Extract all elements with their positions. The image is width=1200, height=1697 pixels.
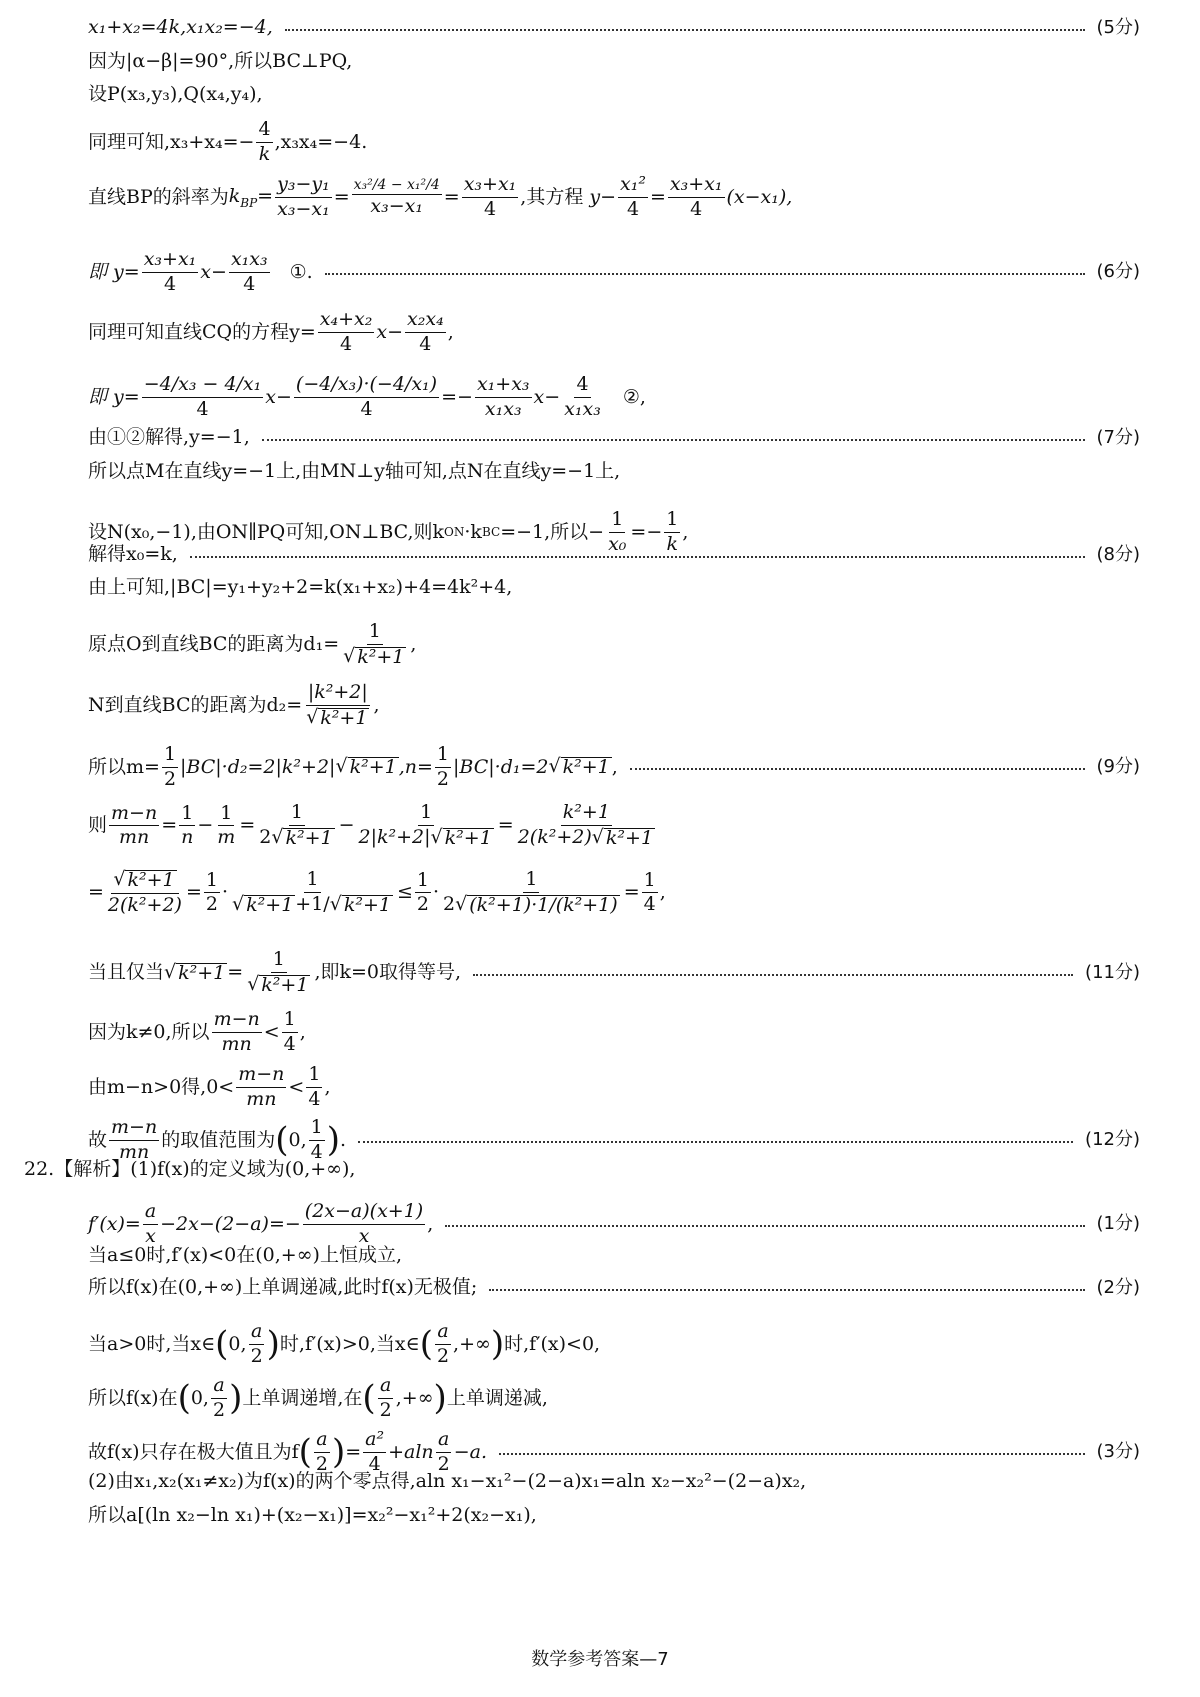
step-line (88, 545, 1140, 564)
text: 所以a[(ln x₂−ln x₁)+(x₂−x₁)]=x₂²−x₁²+2(x₂−x₁), (88, 1504, 537, 1526)
text: f′(x)= (88, 1212, 141, 1235)
text: 则 (88, 814, 108, 837)
step-line: 设N(x₀,−1),由ON∥PQ可知,ON⊥BC,则k ON ·k BC =−1,所以− $\frac{1}{\text{x₀}}$ =− $\frac{1}{k}$ , (88, 508, 689, 555)
text: 由上可知,|BC|=y₁+y₂+2=k(x₁+x₂)+4=4k²+4, (88, 576, 513, 598)
text: 同理可知直线CQ的方程y= (88, 320, 316, 343)
text: , (447, 320, 454, 343)
step-line: 则 $\frac{m-n}{mn}$ = $\frac{1}{n}$ − $\frac{1}{m}$ = 1 2√ k²+1 − 1 2|k²+2|√ k²+1 = k²+1 2(k²+2)√ k²+1 (88, 801, 654, 849)
leader-dots (489, 1289, 1084, 1291)
step-line: 直线BP的斜率为 $k_{BP}=$ $\frac{\text{y₃−y₁}}{\text{x₃−x₁}}$ = $\frac{\text{x₃²/4 − x₁²/4}}{\text{x₃−x₁}}$ = $\frac{\text{x₃+x₁}}{4}$ ,其方程 y− $\frac{\text{x₁²}}{4}$ = $\frac{\text{x₃+x₁}}{4}$ (x−x₁), (88, 173, 793, 220)
text: 的取值范围为 (161, 1128, 276, 1151)
step-line: 所以f(x)在 ( 0, $\frac{a}{2}$ ) 上单调递增,在 ( $\frac{a}{2}$ ,+∞ ) 上单调递减, (88, 1374, 548, 1421)
text: 时,f′(x)>0,当x∈ (279, 1332, 420, 1355)
leader-dots (285, 29, 1085, 31)
text: 原点O到直线BC的距离为d₁= (88, 633, 340, 656)
text: ,即k=0取得等号, (314, 961, 462, 984)
step-line (88, 578, 1140, 597)
step-line: 故f(x)只存在极大值且为f ( $\frac{a}{2}$ ) = $\frac{\text{a²}}{4}$ +aln $\frac{a}{2}$ −a. (3分) (88, 1428, 1140, 1475)
text: ,其方程 (520, 185, 584, 208)
text: ①. (289, 260, 313, 283)
text: −a. (453, 1440, 488, 1463)
step-line (88, 1506, 1140, 1525)
step-line: 当a>0时,当x∈ ( 0, $\frac{a}{2}$ ) 时,f′(x)>0,当x∈ ( $\frac{a}{2}$ ,+∞ ) 时,f′(x)<0, (88, 1320, 601, 1367)
step-line (88, 428, 1140, 447)
fraction: $\frac{4}{k}$ (258, 118, 271, 165)
score-mark: (6分) (1096, 261, 1140, 283)
leader-dots (473, 974, 1073, 976)
step-line (88, 1472, 1140, 1491)
text: 所以m= (88, 755, 160, 778)
score-mark: (7分) (1096, 426, 1140, 448)
text: 当且仅当 (88, 961, 165, 984)
leader-dots (325, 273, 1085, 275)
text: 当a≤0时,f′(x)<0在(0,+∞)上恒成立, (88, 1244, 403, 1266)
step-line: 因为k≠0,所以 $\frac{m-n}{mn}$ < $\frac{1}{4}$ , (88, 1008, 306, 1055)
step-line: 同理可知直线CQ的方程y= $\frac{\text{x₄+x₂}}{4}$ x− $\frac{\text{x₂x₄}}{4}$ , (88, 308, 454, 355)
step-line: 即 y= $\frac{\text{−4/x₃ − 4/x₁}}{4}$ x− $\frac{\text{(−4/x₃)·(−4/x₁)}}{4}$ =− $\frac{\text{x₁+x₃}}{\text{x₁x₃}}$ x− $\frac{4}{\text{x₁x₃}}$ ②, (88, 373, 646, 420)
score-mark: (8分) (1096, 543, 1140, 565)
text: N到直线BC的距离为d₂= (88, 694, 303, 717)
score-mark: (2分) (1096, 1276, 1140, 1298)
step-line (88, 52, 1140, 71)
text: 即 y= (88, 260, 140, 283)
step-line: 故 $\frac{m-n}{mn}$ 的取值范围为 ( 0, $\frac{1}{4}$ ) . (12分) (88, 1116, 1140, 1163)
step-line: 所以m= $\frac{1}{2}$ |BC|·d₂=2|k²+2| √ k²+1 ,n= $\frac{1}{2}$ |BC|·d₁=2 √ k²+1 , (9分) (88, 743, 1140, 790)
text: , (373, 694, 380, 717)
text: 同理可知,x₃+x₄=− (88, 130, 255, 153)
step-line: N到直线BC的距离为d₂= |k²+2| √ k²+1 , (88, 681, 380, 729)
step-line (88, 462, 1140, 481)
score-mark: (9分) (1096, 756, 1140, 778)
text: 所以f(x)在(0,+∞)上单调递减,此时f(x)无极值; (88, 1276, 478, 1298)
text: 直线BP的斜率为 (88, 185, 229, 208)
step-line (24, 1160, 1140, 1179)
text: 即 y= (88, 385, 140, 408)
text: ②, (622, 385, 646, 408)
text: 故 (88, 1128, 108, 1151)
step-line: = √ k²+1 2(k²+2) = $\frac{1}{2}$ · 1 √ k²+1 +1/√ k²+1 ≤ $\frac{1}{2}$ · 1 2√ (k²+1)·1/(k²+1) = $\frac{1}{4}$ , (88, 868, 666, 916)
text: , (410, 633, 417, 656)
text: 由m−n>0得,0< (88, 1075, 235, 1098)
text: (x−x₁), (726, 185, 793, 208)
step-line (88, 1246, 1140, 1265)
step-line (88, 1278, 1140, 1297)
text: , (324, 1075, 331, 1098)
score-mark: (1分) (1096, 1213, 1140, 1235)
score-mark: (11分) (1085, 961, 1140, 983)
step-line (88, 18, 1140, 37)
leader-dots (262, 439, 1085, 441)
step-line: 由m−n>0得,0< $\frac{m-n}{mn}$ < $\frac{1}{4}$ , (88, 1063, 331, 1110)
leader-dots (630, 768, 1085, 770)
leader-dots (445, 1225, 1084, 1227)
leader-dots (499, 1453, 1084, 1455)
score-mark: (5分) (1096, 16, 1140, 38)
score-mark: (3分) (1096, 1441, 1140, 1463)
text: 由①②解得,y=−1, (88, 426, 250, 448)
step-line: f′(x)= $\frac{a}{x}$ −2x−(2−a)=− $\frac{(2x-a)(x+1)}{x}$ , (1分) (88, 1200, 1140, 1247)
text: 解得x₀=k, (88, 543, 178, 565)
text: , (299, 1020, 306, 1043)
score-mark: (12分) (1085, 1129, 1140, 1151)
text: 当a>0时,当x∈ (88, 1332, 216, 1355)
text: ,x₃x₄=−4. (274, 130, 368, 153)
text: 所以点M在直线y=−1上,由MN⊥y轴可知,点N在直线y=−1上, (88, 460, 621, 482)
text: x₁+x₂=4k,x₁x₂=−4, (88, 16, 273, 38)
text: 所以f(x)在 (88, 1386, 178, 1409)
text: 故f(x)只存在极大值且为f (88, 1440, 299, 1463)
step-line: 当且仅当 √ k²+1 = 1 √ k²+1 ,即k=0取得等号, (11分) (88, 948, 1140, 996)
text: 上单调递增,在 (242, 1386, 363, 1409)
step-line: 原点O到直线BC的距离为d₁= 1 √ k²+1 , (88, 620, 417, 668)
text: 设N(x₀,−1),由ON∥PQ可知,ON⊥BC,则k (88, 520, 445, 543)
text: 时,f′(x)<0, (504, 1332, 601, 1355)
page-footer: 数学参考答案—7 (531, 1649, 669, 1670)
text: (2)由x₁,x₂(x₁≠x₂)为f(x)的两个零点得,aln x₁−x₁²−(2−a)x₁=aln x₂−x₂²−(2−a)x₂, (88, 1470, 807, 1492)
text: = (88, 881, 104, 904)
step-line: 即 y= $\frac{\text{x₃+x₁}}{4}$ x− $\frac{\text{x₁x₃}}{4}$ ①. (6分) (88, 248, 1140, 295)
step-line (88, 85, 1140, 104)
text: 因为|α−β|=90°,所以BC⊥PQ, (88, 50, 353, 72)
text: 设P(x₃,y₃),Q(x₄,y₄), (88, 83, 263, 105)
leader-dots (190, 556, 1085, 558)
leader-dots (358, 1141, 1073, 1143)
step-line (88, 120, 1140, 165)
text: 因为k≠0,所以 (88, 1020, 210, 1043)
text: 上单调递减, (446, 1386, 548, 1409)
text: 22.【解析】(1)f(x)的定义域为(0,+∞), (24, 1158, 356, 1180)
